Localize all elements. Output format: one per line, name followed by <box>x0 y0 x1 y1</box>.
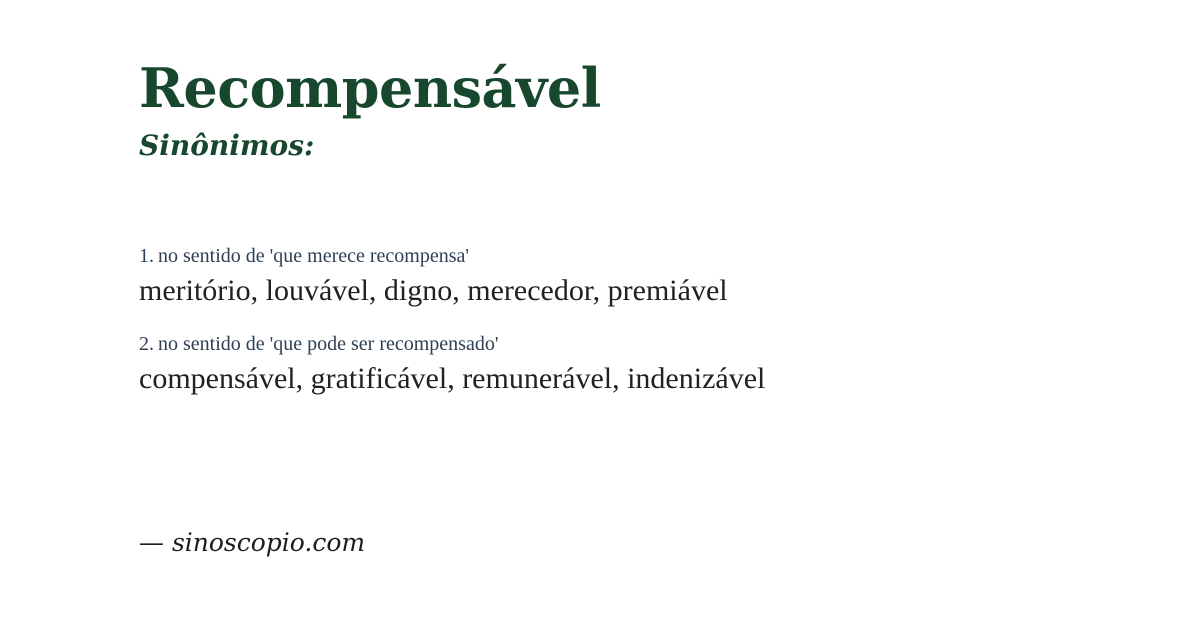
sense-1-context <box>139 243 1140 269</box>
sense-1-number: 1. <box>139 245 154 267</box>
sense-2-context-text: no sentido de 'que pode ser recompensado' <box>158 333 499 355</box>
synonyms-heading: Sinônimos: <box>139 129 315 162</box>
sense-1-context-text: no sentido de 'que merece recompensa' <box>158 245 469 267</box>
sense-entry-1 <box>139 243 1140 310</box>
page-title: Recompensável <box>139 56 601 120</box>
sense-entry-2 <box>139 331 1140 398</box>
sense-2-number: 2. <box>139 333 154 355</box>
sense-2-context <box>139 331 1140 357</box>
source-attribution: — sinoscopio.com <box>139 528 366 557</box>
sense-1-synonyms: meritório, louvável, digno, merecedor, premiável <box>139 274 728 307</box>
sense-2-synonyms: compensável, gratificável, remunerável, indenizável <box>139 362 766 395</box>
